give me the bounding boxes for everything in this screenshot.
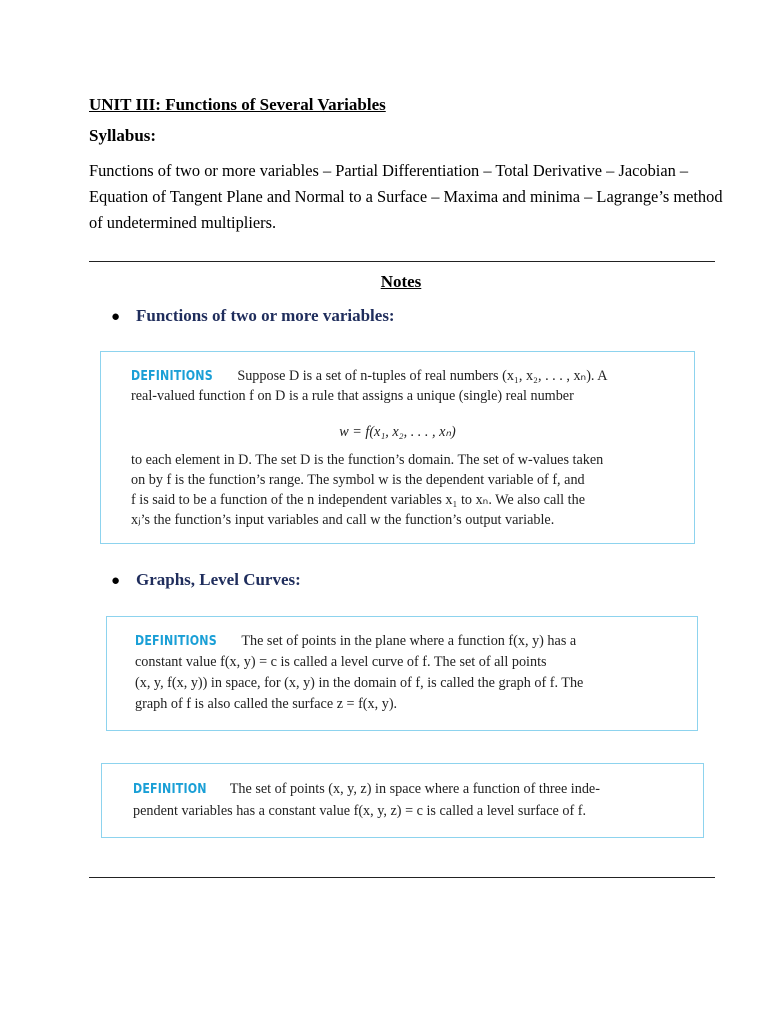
- definition-line-1: DEFINITIONS The set of points in the plane where a function f(x, y) has a: [135, 633, 577, 649]
- definition-tag: DEFINITIONS: [135, 634, 217, 649]
- definition-tag: DEFINITION: [133, 782, 207, 797]
- definition-line-5: f is said to be a function of the n independent variables x₁ to xₙ. We also call the: [131, 492, 586, 508]
- syllabus-text: Functions of two or more variables – Partial Differentiation – Total Derivative – Jacobian – Equation of Tangent Plane and Normal to a Surface – Maxima and minima – Lagrange’s method of undetermined multipliers.: [89, 161, 723, 232]
- definition-line-3: (x, y, f(x, y)) in space, for (x, y) in the domain of f, is called the graph of f. The: [135, 675, 584, 691]
- definition-line-1: DEFINITIONS Suppose D is a set of n-tuples of real numbers (x₁, x₂, . . . , xₙ). A: [131, 368, 608, 384]
- bullet-label: Graphs, Level Curves:: [136, 570, 301, 589]
- definition-line-2: real-valued function f on D is a rule that assigns a unique (single) real number: [131, 388, 574, 404]
- definition-line-2: pendent variables has a constant value f(x, y, z) = c is called a level surface of f.: [133, 803, 587, 819]
- definition-line-2: constant value f(x, y) = c is called a level curve of f. The set of all points: [135, 654, 547, 670]
- definition-line-1: DEFINITION The set of points (x, y, z) in space where a function of three inde-: [133, 781, 600, 797]
- definition-line-6: xⱼ’s the function’s input variables and call w the function’s output variable.: [131, 512, 555, 528]
- definition-line-3: to each element in D. The set D is the function’s domain. The set of w-values taken: [131, 452, 604, 468]
- definition-box-level-curves: [106, 616, 698, 731]
- definition-box-level-surface: [101, 763, 704, 838]
- bullet-graphs: [111, 570, 301, 590]
- definition-tag: DEFINITIONS: [131, 369, 213, 384]
- divider-bottom: [89, 877, 715, 878]
- definition-line-4: graph of f is also called the surface z = f(x, y).: [135, 696, 398, 712]
- bullet-dot-icon: ●: [111, 573, 121, 589]
- definition-box-functions: [100, 351, 695, 544]
- bullet-functions: [111, 306, 395, 326]
- bullet-dot-icon: ●: [111, 309, 121, 325]
- definition-formula: w = f(x₁, x₂, . . . , xₙ): [339, 424, 456, 440]
- bullet-label: Functions of two or more variables:: [136, 306, 395, 325]
- notes-heading: Notes: [380, 272, 422, 291]
- unit-title: UNIT III: Functions of Several Variables: [89, 95, 386, 114]
- divider-top: [89, 261, 715, 262]
- definition-line-4: on by f is the function’s range. The symbol w is the dependent variable of f, and: [131, 472, 585, 488]
- syllabus-heading: Syllabus:: [89, 126, 157, 145]
